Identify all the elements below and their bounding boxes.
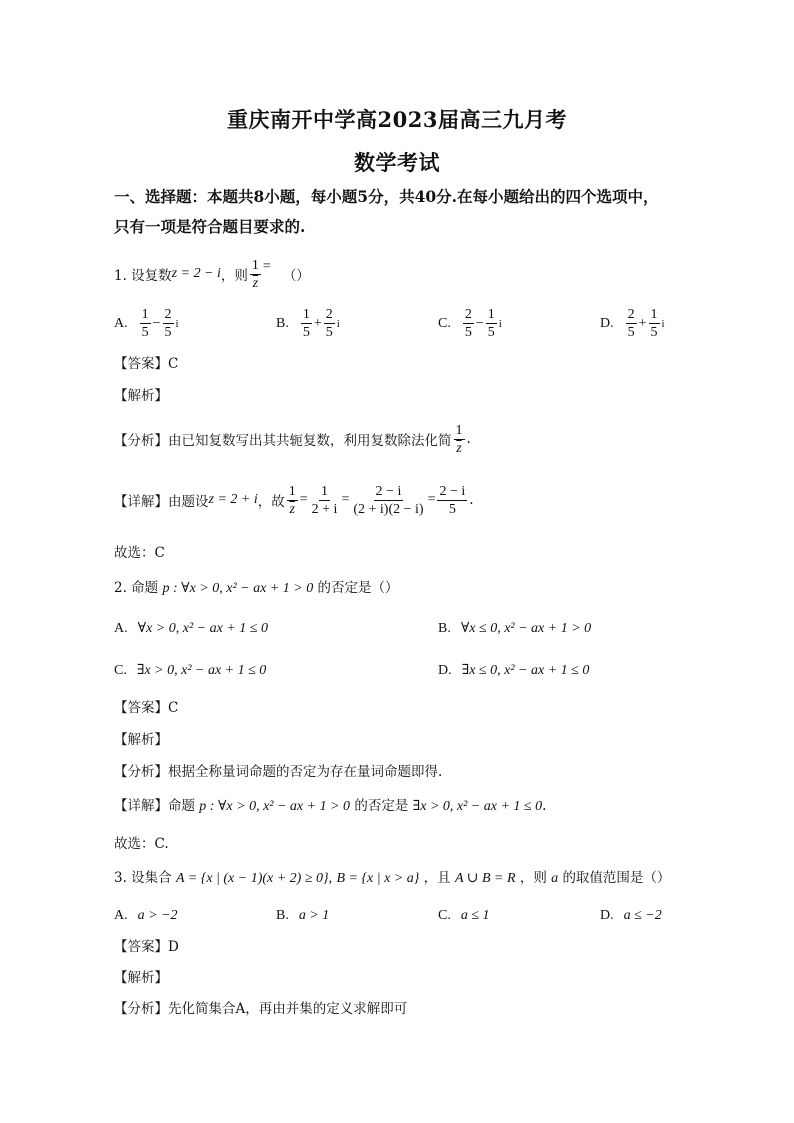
q1-fenxi: 【分析】 由已知复数写出其共轭复数，利用复数除法化简 $\frac{1}{z}$ . xyxy=(114,422,471,456)
question-3: 3. 设集合 A = {x | (x − 1)(x + 2) ≥ 0}, B = {x | x > a} ，且 A ∪ B = R ，则 a 的取值范围是（） xyxy=(114,870,671,886)
q3-option-d: D. a ≤ −2 xyxy=(600,908,662,923)
q1-fraction: $\frac{1}{z}$ xyxy=(251,257,259,291)
section-heading-line1: 一、选择题：本题共8小题，每小题5分，共40分.在每小题给出的四个选项中， xyxy=(114,187,659,206)
q1-blank: （） xyxy=(282,268,310,284)
q1-answer: 【答案】C xyxy=(114,356,179,372)
q2-option-b: B. ∀x ≤ 0, x² − ax + 1 > 0 xyxy=(438,621,592,636)
q2-analysis-tag: 【解析】 xyxy=(114,732,168,748)
question-1 xyxy=(114,254,310,294)
q3-option-c: C. a ≤ 1 xyxy=(438,908,490,923)
q2-answer: 【答案】C xyxy=(114,700,179,716)
q1-analysis-tag: 【解析】 xyxy=(114,388,168,404)
q1-choose: 故选：C xyxy=(114,545,165,561)
page-title: 重庆南开中学高2023届高三九月考 xyxy=(227,107,567,132)
q3-fenxi: 【分析】先化简集合A，再由并集的定义求解即可 xyxy=(114,1001,408,1017)
q2-choose: 故选：C. xyxy=(114,836,169,852)
q3-option-a: A. a > −2 xyxy=(114,908,178,923)
q3-answer: 【答案】D xyxy=(114,939,179,955)
q1-condition: z = 2 − i xyxy=(171,266,221,281)
q1-option-b: B. $\frac{1}{5}$ + $\frac{2}{5}$ i xyxy=(276,307,340,340)
q1-mid: ，则 xyxy=(220,268,248,284)
q1-equals: = xyxy=(262,259,271,274)
q1-prefix: 1. 设复数 xyxy=(114,268,172,284)
page-subtitle: 数学考试 xyxy=(354,150,440,175)
section-heading-line2: 只有一项是符合题目要求的. xyxy=(114,217,306,236)
q1-option-d: D. $\frac{2}{5}$ + $\frac{1}{5}$ i xyxy=(600,307,665,340)
q1-option-a: A. $\frac{1}{5}$ − $\frac{2}{5}$ i xyxy=(114,307,179,340)
q2-detail: 【详解】命题 p : ∀x > 0, x² − ax + 1 > 0 的否定是 ∃x > 0, x² − ax + 1 ≤ 0. xyxy=(114,798,547,814)
question-2: 2. 命题 p : ∀x > 0, x² − ax + 1 > 0 的否定是（） xyxy=(114,580,399,596)
q1-detail: 【详解】 由题设 z = 2 + i ，故 $\frac{1}{z}$ = $\frac{1}{2 + i}$ = $\frac{2 - i}{(2 + i)(2 - i)}$ = $\frac{2 - i}{5}$ . xyxy=(114,483,474,517)
q1-option-c: C. $\frac{2}{5}$ − $\frac{1}{5}$ i xyxy=(438,307,502,340)
q2-fenxi: 【分析】根据全称量词命题的否定为存在量词命题即得. xyxy=(114,764,443,780)
q2-option-c: C. ∃x > 0, x² − ax + 1 ≤ 0 xyxy=(114,663,267,678)
q2-option-a: A. ∀x > 0, x² − ax + 1 ≤ 0 xyxy=(114,621,268,636)
q3-option-b: B. a > 1 xyxy=(276,908,330,923)
q2-option-d: D. ∃x ≤ 0, x² − ax + 1 ≤ 0 xyxy=(438,663,590,678)
q3-analysis-tag: 【解析】 xyxy=(114,970,168,986)
